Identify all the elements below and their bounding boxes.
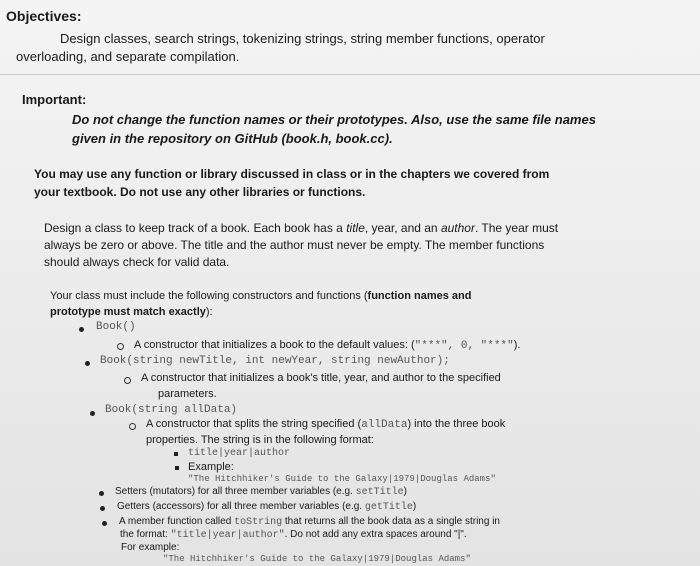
item-desc-text: ). xyxy=(513,339,521,351)
requirements-intro-line-1 xyxy=(50,289,471,304)
requirements-intro-bold: function names and xyxy=(367,290,472,302)
bullet-icon xyxy=(90,411,95,416)
item-book-default-code: Book() xyxy=(96,321,136,333)
item-desc-text: ) into the three book xyxy=(407,418,506,430)
item-text: ) xyxy=(403,486,407,497)
item-text: Setters (mutators) for all three member variables (e.g. xyxy=(115,486,356,497)
item-code: toString xyxy=(234,517,283,528)
objectives-line-1: Design classes, search strings, tokenizing strings, string member functions, operator xyxy=(60,31,545,46)
design-text: . The year must xyxy=(474,221,559,235)
item-code: getTitle xyxy=(364,502,413,513)
item-text: A member function called xyxy=(119,516,235,527)
requirements-intro-text: ): xyxy=(205,306,213,318)
square-bullet-icon xyxy=(175,466,179,470)
objectives-line-2: overloading, and separate compilation. xyxy=(16,49,240,64)
design-text: , year, and an xyxy=(364,221,441,235)
item-book-alldata-code: Book(string allData) xyxy=(105,404,238,416)
design-title-word: title xyxy=(346,221,365,235)
item-book-params-code: Book(string newTitle, int newYear, string newAuthor); xyxy=(100,355,450,367)
sub-bullet-icon xyxy=(129,423,136,430)
objectives-heading: Objectives: xyxy=(6,8,82,24)
important-heading: Important: xyxy=(22,92,87,107)
sub-bullet-icon xyxy=(124,377,131,384)
square-bullet-icon xyxy=(174,452,178,456)
item-desc-text: A constructor that splits the string specified ( xyxy=(146,418,362,430)
item-book-alldata-desc-line-1 xyxy=(146,417,505,433)
item-book-params-desc-line-2: parameters. xyxy=(158,388,217,400)
item-tostring-line-2 xyxy=(120,528,467,542)
item-tostring-example-value: "The Hitchhiker's Guide to the Galaxy|1979|Douglas Adams" xyxy=(163,554,471,564)
item-code: setTitle xyxy=(355,487,404,498)
bullet-icon xyxy=(102,521,107,526)
libraries-line-1: You may use any function or library discussed in class or in the chapters we covered from xyxy=(34,167,550,181)
design-text: Design a class to keep track of a book. Each book has a xyxy=(44,221,347,235)
design-line-1 xyxy=(44,220,558,236)
item-example-label: Example: xyxy=(188,461,234,473)
bullet-icon xyxy=(85,361,90,366)
item-text: ) xyxy=(412,501,417,512)
item-tostring-example-label: For example: xyxy=(121,542,180,553)
important-line-1: Do not change the function names or their prototypes. Also, use the same file names xyxy=(72,112,596,127)
bullet-icon xyxy=(99,491,104,496)
item-desc-code: allData xyxy=(361,419,408,431)
item-format-code: title|year|author xyxy=(188,448,291,459)
item-example-value: "The Hitchhiker's Guide to the Galaxy|1979|Douglas Adams" xyxy=(188,474,496,484)
important-line-2: given in the repository on GitHub (book.h, book.cc). xyxy=(72,131,393,146)
sub-bullet-icon xyxy=(117,343,124,350)
item-book-default-desc xyxy=(134,338,520,354)
requirements-intro-line-2 xyxy=(50,305,213,320)
item-setters xyxy=(115,485,407,499)
design-line-3: should always check for valid data. xyxy=(44,255,230,269)
item-text: that returns all the book data as a single string in xyxy=(282,516,500,527)
design-author-word: author xyxy=(440,221,475,235)
bullet-icon xyxy=(79,327,84,332)
bullet-icon xyxy=(100,506,105,511)
section-divider xyxy=(0,74,700,75)
item-book-alldata-desc-line-2: properties. The string is in the following format: xyxy=(146,434,374,446)
requirements-intro-text: Your class must include the following constructors and functions ( xyxy=(50,290,368,302)
item-getters xyxy=(117,500,416,514)
item-desc-text: A constructor that initializes a book to the default values: ( xyxy=(134,339,415,351)
design-line-2: always be zero or above. The title and the author must never be empty. The member functions xyxy=(44,238,545,252)
requirements-intro-bold: prototype must match exactly xyxy=(50,306,206,318)
libraries-line-2: your textbook. Do not use any other libraries or functions. xyxy=(34,185,366,199)
item-code: "title|year|author" xyxy=(170,530,285,541)
item-text: Getters (accessors) for all three member variables (e.g. xyxy=(117,501,365,512)
item-text: the format: xyxy=(120,529,171,540)
item-desc-code: "***", 0, "***" xyxy=(414,340,514,352)
item-book-params-desc-line-1: A constructor that initializes a book's title, year, and author to the specified xyxy=(141,372,501,384)
item-text: . Do not add any extra spaces around "|". xyxy=(284,529,467,540)
item-tostring-line-1 xyxy=(119,515,500,529)
